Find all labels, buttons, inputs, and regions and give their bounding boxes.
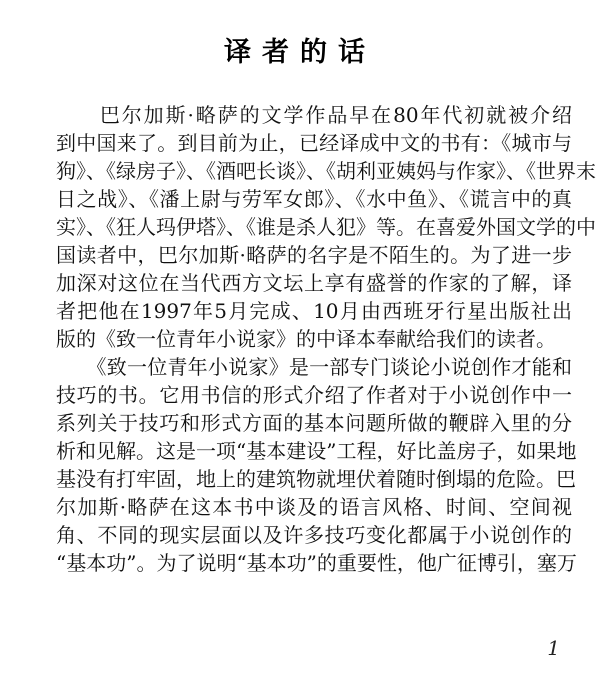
text-line: 基没有打牢固，地上的建筑物就埋伏着随时倒塌的危险。巴: [56, 467, 576, 491]
text-line: 版的《致一位青年小说家》的中译本奉献给我们的读者。: [56, 327, 556, 351]
text-line: 角、不同的现实层面以及许多技巧变化都属于小说创作的: [56, 523, 572, 547]
text-line: 技巧的书。它用书信的形式介绍了作者对于小说创作中一: [56, 383, 572, 407]
page-title: 译者的话: [224, 37, 376, 68]
text-line: 到中国来了。到目前为止，已经译成中文的书有：《城市与: [56, 131, 572, 155]
text-line: 析和见解。这是一项“基本建设”工程，好比盖房子，如果地: [56, 439, 577, 463]
text-line: 系列关于技巧和形式方面的基本问题所做的鞭辟入里的分: [56, 411, 572, 435]
text-line: 加深对这位在当代西方文坛上享有盛誉的作家的了解，译: [56, 271, 572, 295]
text-line: 实》、《狂人玛伊塔》、《谁是杀人犯》等。在喜爱外国文学的中: [56, 215, 596, 239]
text-line: 日之战》、《潘上尉与劳军女郎》、《水中鱼》、《谎言中的真: [56, 187, 572, 211]
text-line: 巴尔加斯·略萨的文学作品早在80年代初就被介绍: [56, 103, 572, 127]
body-text: [56, 101, 596, 577]
page-number: 1: [547, 636, 560, 660]
text-line: 《致一位青年小说家》是一部专门谈论小说创作才能和: [56, 355, 572, 379]
text-line: 国读者中，巴尔加斯·略萨的名字是不陌生的。为了进一步: [56, 243, 572, 267]
text-line: 狗》、《绿房子》、《酒吧长谈》、《胡利亚姨妈与作家》、《世界末: [56, 159, 596, 183]
text-line: 者把他在1997年5月完成、10月由西班牙行星出版社出: [56, 299, 572, 323]
text-line: “基本功”。为了说明“基本功”的重要性，他广征博引，塞万: [56, 551, 577, 575]
text-line: 尔加斯·略萨在这本书中谈及的语言风格、时间、空间视: [56, 495, 572, 519]
